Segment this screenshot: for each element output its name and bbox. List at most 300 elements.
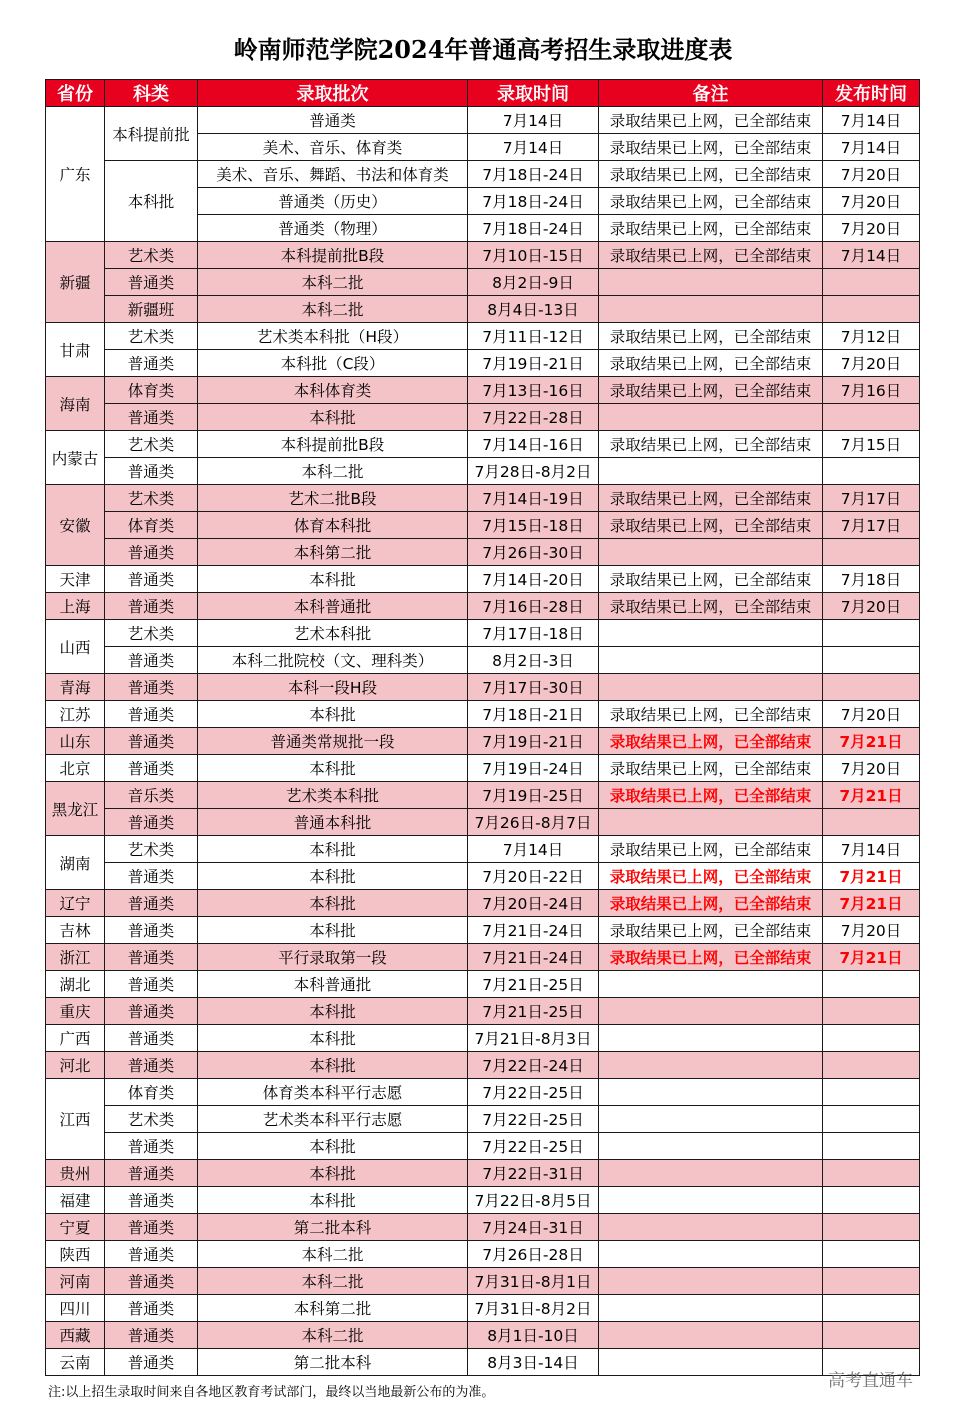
time-cell: 8月4日-13日 xyxy=(468,296,599,323)
time-cell: 7月31日-8月1日 xyxy=(468,1268,599,1295)
category-cell: 普通类 xyxy=(105,674,198,701)
province-cell: 新疆 xyxy=(46,242,105,323)
province-cell: 江苏 xyxy=(46,701,105,728)
publish-time-cell: 7月20日 xyxy=(823,161,920,188)
batch-cell: 本科批 xyxy=(198,701,468,728)
batch-cell: 本科批 xyxy=(198,1160,468,1187)
category-cell: 普通类 xyxy=(105,809,198,836)
batch-cell: 体育本科批 xyxy=(198,512,468,539)
time-cell: 7月18日-24日 xyxy=(468,188,599,215)
batch-cell: 本科批 xyxy=(198,917,468,944)
note-cell xyxy=(599,647,823,674)
category-cell: 普通类 xyxy=(105,1214,198,1241)
province-cell: 上海 xyxy=(46,593,105,620)
time-cell: 7月20日-24日 xyxy=(468,890,599,917)
table-row xyxy=(46,809,920,836)
note-cell xyxy=(599,1160,823,1187)
batch-cell: 普通类 xyxy=(198,107,468,134)
category-cell: 普通类 xyxy=(105,728,198,755)
table-row xyxy=(46,971,920,998)
time-cell: 7月16日-28日 xyxy=(468,593,599,620)
batch-cell: 体育类本科平行志愿 xyxy=(198,1079,468,1106)
publish-time-cell xyxy=(823,674,920,701)
table-row xyxy=(46,458,920,485)
table-row xyxy=(46,701,920,728)
province-cell: 吉林 xyxy=(46,917,105,944)
time-cell: 7月14日-16日 xyxy=(468,431,599,458)
batch-cell: 本科批 xyxy=(198,1133,468,1160)
category-cell: 普通类 xyxy=(105,350,198,377)
batch-cell: 本科提前批B段 xyxy=(198,431,468,458)
publish-time-cell xyxy=(823,404,920,431)
category-cell: 艺术类 xyxy=(105,485,198,512)
note-cell xyxy=(599,1106,823,1133)
category-cell: 本科提前批 xyxy=(105,107,198,161)
note-cell: 录取结果已上网，已全部结束 xyxy=(599,917,823,944)
category-cell: 艺术类 xyxy=(105,836,198,863)
table-row xyxy=(46,917,920,944)
batch-cell: 本科批 xyxy=(198,1187,468,1214)
publish-time-cell xyxy=(823,458,920,485)
batch-cell: 本科二批 xyxy=(198,1241,468,1268)
category-cell: 普通类 xyxy=(105,1322,198,1349)
province-cell: 甘肃 xyxy=(46,323,105,377)
batch-cell: 本科批 xyxy=(198,566,468,593)
time-cell: 7月24日-31日 xyxy=(468,1214,599,1241)
batch-cell: 本科普通批 xyxy=(198,593,468,620)
note-cell xyxy=(599,1322,823,1349)
category-cell: 普通类 xyxy=(105,539,198,566)
publish-time-cell: 7月21日 xyxy=(823,728,920,755)
province-cell: 西藏 xyxy=(46,1322,105,1349)
time-cell: 7月10日-15日 xyxy=(468,242,599,269)
time-cell: 7月14日-19日 xyxy=(468,485,599,512)
note-cell: 录取结果已上网，已全部结束 xyxy=(599,134,823,161)
note-cell xyxy=(599,1052,823,1079)
category-cell: 普通类 xyxy=(105,1052,198,1079)
table-row xyxy=(46,377,920,404)
note-cell: 录取结果已上网，已全部结束 xyxy=(599,431,823,458)
table-row xyxy=(46,1322,920,1349)
table-row xyxy=(46,647,920,674)
publish-time-cell xyxy=(823,1268,920,1295)
note-cell: 录取结果已上网，已全部结束 xyxy=(599,566,823,593)
publish-time-cell xyxy=(823,1160,920,1187)
publish-time-cell xyxy=(823,1079,920,1106)
batch-cell: 本科批 xyxy=(198,1052,468,1079)
time-cell: 7月15日-18日 xyxy=(468,512,599,539)
batch-cell: 本科提前批B段 xyxy=(198,242,468,269)
category-cell: 普通类 xyxy=(105,566,198,593)
category-cell: 普通类 xyxy=(105,944,198,971)
publish-time-cell xyxy=(823,296,920,323)
header-time: 录取时间 xyxy=(468,80,599,107)
note-cell: 录取结果已上网，已全部结束 xyxy=(599,188,823,215)
header-province: 省份 xyxy=(46,80,105,107)
province-cell: 山西 xyxy=(46,620,105,674)
time-cell: 7月21日-24日 xyxy=(468,944,599,971)
category-cell: 普通类 xyxy=(105,1295,198,1322)
time-cell: 7月26日-30日 xyxy=(468,539,599,566)
table-row xyxy=(46,1187,920,1214)
category-cell: 音乐类 xyxy=(105,782,198,809)
publish-time-cell xyxy=(823,1052,920,1079)
province-cell: 辽宁 xyxy=(46,890,105,917)
publish-time-cell xyxy=(823,1187,920,1214)
table-row xyxy=(46,1079,920,1106)
note-cell: 录取结果已上网，已全部结束 xyxy=(599,782,823,809)
publish-time-cell xyxy=(823,1106,920,1133)
batch-cell: 本科批（C段） xyxy=(198,350,468,377)
table-row xyxy=(46,404,920,431)
time-cell: 7月17日-18日 xyxy=(468,620,599,647)
table-row xyxy=(46,512,920,539)
footnote: 注:以上招生录取时间来自各地区教育考试部门，最终以当地最新公布的为准。 xyxy=(48,1385,495,1400)
category-cell: 普通类 xyxy=(105,971,198,998)
batch-cell: 艺术本科批 xyxy=(198,620,468,647)
time-cell: 7月18日-24日 xyxy=(468,215,599,242)
time-cell: 7月22日-24日 xyxy=(468,1052,599,1079)
table-row xyxy=(46,485,920,512)
category-cell: 普通类 xyxy=(105,269,198,296)
note-cell: 录取结果已上网，已全部结束 xyxy=(599,512,823,539)
table-row xyxy=(46,836,920,863)
batch-cell: 本科批 xyxy=(198,890,468,917)
note-cell xyxy=(599,1214,823,1241)
publish-time-cell: 7月20日 xyxy=(823,188,920,215)
note-cell xyxy=(599,674,823,701)
province-cell: 广东 xyxy=(46,107,105,242)
note-cell xyxy=(599,458,823,485)
header-category: 科类 xyxy=(105,80,198,107)
category-cell: 普通类 xyxy=(105,1349,198,1376)
note-cell xyxy=(599,809,823,836)
category-cell: 体育类 xyxy=(105,377,198,404)
table-row xyxy=(46,1349,920,1376)
note-cell: 录取结果已上网，已全部结束 xyxy=(599,755,823,782)
category-cell: 普通类 xyxy=(105,458,198,485)
province-cell: 黑龙江 xyxy=(46,782,105,836)
publish-time-cell: 7月17日 xyxy=(823,485,920,512)
publish-time-cell: 7月21日 xyxy=(823,782,920,809)
table-row xyxy=(46,566,920,593)
batch-cell: 艺术类本科平行志愿 xyxy=(198,1106,468,1133)
table-row xyxy=(46,593,920,620)
table-row xyxy=(46,269,920,296)
publish-time-cell: 7月17日 xyxy=(823,512,920,539)
table-row xyxy=(46,620,920,647)
batch-cell: 本科二批 xyxy=(198,269,468,296)
batch-cell: 本科二批 xyxy=(198,296,468,323)
publish-time-cell xyxy=(823,1133,920,1160)
note-cell xyxy=(599,269,823,296)
publish-time-cell xyxy=(823,1241,920,1268)
publish-time-cell: 7月20日 xyxy=(823,215,920,242)
table-row xyxy=(46,107,920,134)
province-cell: 江西 xyxy=(46,1079,105,1160)
publish-time-cell: 7月21日 xyxy=(823,944,920,971)
province-cell: 北京 xyxy=(46,755,105,782)
province-cell: 湖北 xyxy=(46,971,105,998)
batch-cell: 本科一段H段 xyxy=(198,674,468,701)
province-cell: 福建 xyxy=(46,1187,105,1214)
note-cell: 录取结果已上网，已全部结束 xyxy=(599,890,823,917)
time-cell: 7月26日-28日 xyxy=(468,1241,599,1268)
province-cell: 四川 xyxy=(46,1295,105,1322)
batch-cell: 普通本科批 xyxy=(198,809,468,836)
category-cell: 普通类 xyxy=(105,1025,198,1052)
time-cell: 7月13日-16日 xyxy=(468,377,599,404)
time-cell: 7月14日 xyxy=(468,107,599,134)
note-cell: 录取结果已上网，已全部结束 xyxy=(599,377,823,404)
note-cell: 录取结果已上网，已全部结束 xyxy=(599,323,823,350)
note-cell: 录取结果已上网，已全部结束 xyxy=(599,728,823,755)
header-publish-time: 发布时间 xyxy=(823,80,920,107)
province-cell: 河北 xyxy=(46,1052,105,1079)
time-cell: 7月22日-28日 xyxy=(468,404,599,431)
batch-cell: 本科批 xyxy=(198,863,468,890)
table-row xyxy=(46,1160,920,1187)
table-row xyxy=(46,431,920,458)
table-row xyxy=(46,728,920,755)
province-cell: 青海 xyxy=(46,674,105,701)
note-cell: 录取结果已上网，已全部结束 xyxy=(599,863,823,890)
note-cell xyxy=(599,1079,823,1106)
note-cell xyxy=(599,1241,823,1268)
province-cell: 湖南 xyxy=(46,836,105,890)
time-cell: 7月19日-24日 xyxy=(468,755,599,782)
province-cell: 宁夏 xyxy=(46,1214,105,1241)
batch-cell: 本科第二批 xyxy=(198,539,468,566)
time-cell: 7月17日-30日 xyxy=(468,674,599,701)
batch-cell: 普通类常规批一段 xyxy=(198,728,468,755)
note-cell xyxy=(599,1268,823,1295)
note-cell xyxy=(599,1349,823,1376)
batch-cell: 本科二批院校（文、理科类） xyxy=(198,647,468,674)
time-cell: 7月19日-21日 xyxy=(468,350,599,377)
note-cell xyxy=(599,539,823,566)
batch-cell: 本科二批 xyxy=(198,458,468,485)
batch-cell: 艺术类本科批 xyxy=(198,782,468,809)
note-cell xyxy=(599,998,823,1025)
note-cell xyxy=(599,404,823,431)
note-cell: 录取结果已上网，已全部结束 xyxy=(599,701,823,728)
table-row xyxy=(46,1025,920,1052)
category-cell: 普通类 xyxy=(105,1241,198,1268)
batch-cell: 本科体育类 xyxy=(198,377,468,404)
publish-time-cell: 7月15日 xyxy=(823,431,920,458)
time-cell: 7月21日-25日 xyxy=(468,998,599,1025)
batch-cell: 平行录取第一段 xyxy=(198,944,468,971)
table-row xyxy=(46,1241,920,1268)
time-cell: 7月14日 xyxy=(468,134,599,161)
time-cell: 7月21日-25日 xyxy=(468,971,599,998)
admission-table xyxy=(45,79,920,1376)
time-cell: 7月11日-12日 xyxy=(468,323,599,350)
time-cell: 7月18日-24日 xyxy=(468,161,599,188)
province-cell: 内蒙古 xyxy=(46,431,105,485)
header-note: 备注 xyxy=(599,80,823,107)
time-cell: 8月1日-10日 xyxy=(468,1322,599,1349)
category-cell: 普通类 xyxy=(105,890,198,917)
batch-cell: 本科批 xyxy=(198,755,468,782)
table-row xyxy=(46,863,920,890)
batch-cell: 本科二批 xyxy=(198,1322,468,1349)
category-cell: 普通类 xyxy=(105,1133,198,1160)
category-cell: 普通类 xyxy=(105,755,198,782)
batch-cell: 艺术二批B段 xyxy=(198,485,468,512)
category-cell: 艺术类 xyxy=(105,323,198,350)
publish-time-cell xyxy=(823,971,920,998)
note-cell: 录取结果已上网，已全部结束 xyxy=(599,944,823,971)
publish-time-cell xyxy=(823,269,920,296)
time-cell: 7月20日-22日 xyxy=(468,863,599,890)
table-body xyxy=(46,107,920,1376)
category-cell: 体育类 xyxy=(105,512,198,539)
time-cell: 7月28日-8月2日 xyxy=(468,458,599,485)
publish-time-cell xyxy=(823,1322,920,1349)
publish-time-cell: 7月20日 xyxy=(823,917,920,944)
category-cell: 普通类 xyxy=(105,998,198,1025)
province-cell: 海南 xyxy=(46,377,105,431)
table-row xyxy=(46,296,920,323)
province-cell: 安徽 xyxy=(46,485,105,566)
category-cell: 体育类 xyxy=(105,1079,198,1106)
table-row xyxy=(46,1052,920,1079)
note-cell xyxy=(599,296,823,323)
batch-cell: 美术、音乐、体育类 xyxy=(198,134,468,161)
province-cell: 云南 xyxy=(46,1349,105,1376)
time-cell: 7月14日 xyxy=(468,836,599,863)
table-row xyxy=(46,674,920,701)
time-cell: 8月2日-3日 xyxy=(468,647,599,674)
publish-time-cell xyxy=(823,1025,920,1052)
province-cell: 天津 xyxy=(46,566,105,593)
batch-cell: 本科普通批 xyxy=(198,971,468,998)
table-row xyxy=(46,782,920,809)
note-cell: 录取结果已上网，已全部结束 xyxy=(599,107,823,134)
publish-time-cell: 7月18日 xyxy=(823,566,920,593)
category-cell: 艺术类 xyxy=(105,1106,198,1133)
publish-time-cell: 7月21日 xyxy=(823,890,920,917)
category-cell: 新疆班 xyxy=(105,296,198,323)
publish-time-cell: 7月20日 xyxy=(823,350,920,377)
note-cell: 录取结果已上网，已全部结束 xyxy=(599,350,823,377)
note-cell: 录取结果已上网，已全部结束 xyxy=(599,242,823,269)
batch-cell: 本科批 xyxy=(198,998,468,1025)
table-row xyxy=(46,755,920,782)
province-cell: 浙江 xyxy=(46,944,105,971)
table-row xyxy=(46,242,920,269)
table-row xyxy=(46,350,920,377)
time-cell: 7月14日-20日 xyxy=(468,566,599,593)
note-cell: 录取结果已上网，已全部结束 xyxy=(599,215,823,242)
province-cell: 山东 xyxy=(46,728,105,755)
time-cell: 7月22日-25日 xyxy=(468,1106,599,1133)
note-cell: 录取结果已上网，已全部结束 xyxy=(599,836,823,863)
category-cell: 艺术类 xyxy=(105,431,198,458)
time-cell: 7月21日-8月3日 xyxy=(468,1025,599,1052)
batch-cell: 本科批 xyxy=(198,1025,468,1052)
category-cell: 普通类 xyxy=(105,1268,198,1295)
time-cell: 7月22日-8月5日 xyxy=(468,1187,599,1214)
publish-time-cell xyxy=(823,1295,920,1322)
category-cell: 普通类 xyxy=(105,1160,198,1187)
province-cell: 陕西 xyxy=(46,1241,105,1268)
table-row xyxy=(46,161,920,188)
note-cell xyxy=(599,971,823,998)
note-cell: 录取结果已上网，已全部结束 xyxy=(599,593,823,620)
batch-cell: 第二批本科 xyxy=(198,1214,468,1241)
batch-cell: 艺术类本科批（H段） xyxy=(198,323,468,350)
publish-time-cell: 7月14日 xyxy=(823,107,920,134)
category-cell: 普通类 xyxy=(105,863,198,890)
province-cell: 广西 xyxy=(46,1025,105,1052)
batch-cell: 本科批 xyxy=(198,404,468,431)
publish-time-cell: 7月12日 xyxy=(823,323,920,350)
time-cell: 7月21日-24日 xyxy=(468,917,599,944)
page-title: 岭南师范学院2024年普通高考招生录取进度表 xyxy=(233,35,733,64)
publish-time-cell xyxy=(823,620,920,647)
table-row xyxy=(46,1268,920,1295)
category-cell: 普通类 xyxy=(105,701,198,728)
category-cell: 本科批 xyxy=(105,161,198,242)
publish-time-cell: 7月14日 xyxy=(823,836,920,863)
header-batch: 录取批次 xyxy=(198,80,468,107)
publish-time-cell: 7月21日 xyxy=(823,863,920,890)
publish-time-cell: 7月20日 xyxy=(823,593,920,620)
province-cell: 贵州 xyxy=(46,1160,105,1187)
time-cell: 8月2日-9日 xyxy=(468,269,599,296)
publish-time-cell xyxy=(823,1214,920,1241)
time-cell: 8月3日-14日 xyxy=(468,1349,599,1376)
note-cell: 录取结果已上网，已全部结束 xyxy=(599,485,823,512)
category-cell: 艺术类 xyxy=(105,620,198,647)
category-cell: 普通类 xyxy=(105,917,198,944)
publish-time-cell: 7月16日 xyxy=(823,377,920,404)
province-cell: 河南 xyxy=(46,1268,105,1295)
time-cell: 7月22日-25日 xyxy=(468,1133,599,1160)
batch-cell: 本科第二批 xyxy=(198,1295,468,1322)
note-cell xyxy=(599,1025,823,1052)
note-cell: 录取结果已上网，已全部结束 xyxy=(599,161,823,188)
table-row xyxy=(46,944,920,971)
time-cell: 7月22日-31日 xyxy=(468,1160,599,1187)
time-cell: 7月19日-21日 xyxy=(468,728,599,755)
category-cell: 普通类 xyxy=(105,593,198,620)
header-row xyxy=(46,80,920,107)
batch-cell: 普通类（物理） xyxy=(198,215,468,242)
time-cell: 7月19日-25日 xyxy=(468,782,599,809)
note-cell xyxy=(599,620,823,647)
note-cell xyxy=(599,1295,823,1322)
batch-cell: 本科二批 xyxy=(198,1268,468,1295)
table-row xyxy=(46,1214,920,1241)
table-row xyxy=(46,1295,920,1322)
time-cell: 7月22日-25日 xyxy=(468,1079,599,1106)
category-cell: 普通类 xyxy=(105,647,198,674)
batch-cell: 美术、音乐、舞蹈、书法和体育类 xyxy=(198,161,468,188)
batch-cell: 普通类（历史） xyxy=(198,188,468,215)
batch-cell: 第二批本科 xyxy=(198,1349,468,1376)
table-row xyxy=(46,539,920,566)
watermark: 高考直通车 xyxy=(828,1371,913,1391)
table-row xyxy=(46,998,920,1025)
publish-time-cell: 7月14日 xyxy=(823,134,920,161)
publish-time-cell xyxy=(823,647,920,674)
time-cell: 7月26日-8月7日 xyxy=(468,809,599,836)
note-cell xyxy=(599,1187,823,1214)
